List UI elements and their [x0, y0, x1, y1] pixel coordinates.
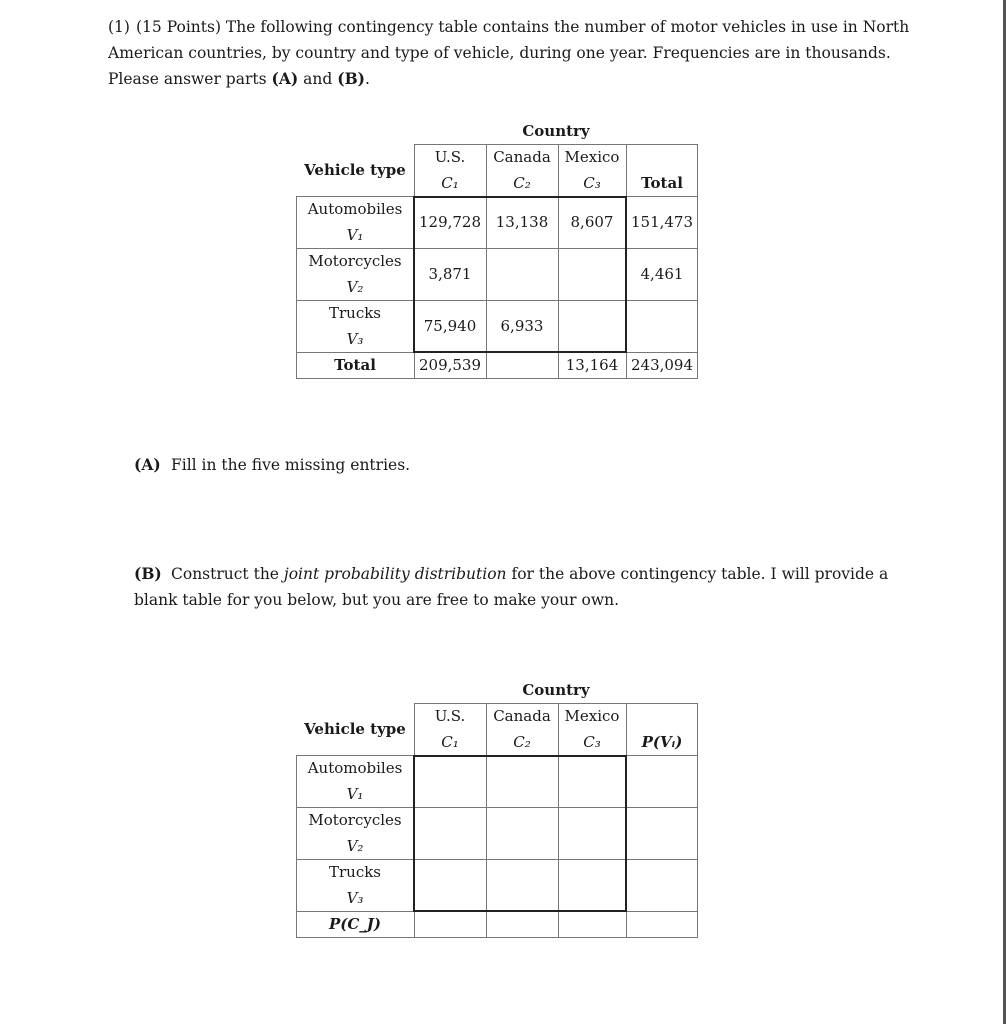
cell-total-total: 243,094	[630, 356, 694, 374]
vehicle-type-header: Vehicle type	[304, 161, 406, 179]
table-rule	[296, 807, 698, 808]
cell-v2-c3	[558, 248, 626, 300]
col-header-total: Total	[641, 174, 683, 192]
col-header-canada	[486, 144, 558, 196]
table-rule	[296, 755, 297, 938]
row-label-automobiles	[296, 196, 414, 248]
row-name: Trucks	[328, 304, 382, 322]
row-symbol: V₃	[346, 330, 364, 348]
table-rule	[296, 196, 297, 379]
problem-end: .	[365, 70, 370, 88]
cell-total-c3: 13,164	[565, 356, 619, 374]
part-a-text: Fill in the five missing entries.	[171, 456, 411, 474]
row-label-motorcycles	[296, 807, 414, 859]
row-label-trucks	[296, 300, 414, 352]
col-symbol: C₃	[583, 733, 601, 751]
table-rule	[414, 703, 698, 704]
table-rule	[296, 937, 698, 938]
table-rule	[296, 300, 698, 301]
row-label-automobiles	[296, 755, 414, 807]
cell-v3-c3	[558, 300, 626, 352]
col-header-canada	[486, 703, 558, 755]
col-name: Canada	[493, 707, 551, 725]
cell-v1-c3: 8,607	[570, 213, 614, 231]
inner-box-rule	[414, 755, 627, 757]
cell-v3-c1: 75,940	[423, 317, 477, 335]
col-symbol: C₃	[583, 174, 601, 192]
col-name: Mexico	[564, 148, 620, 166]
cell-total-c2	[486, 352, 558, 378]
country-header: Country	[522, 681, 590, 699]
inner-box-rule	[414, 910, 627, 912]
table-rule	[296, 378, 698, 379]
table-rule	[296, 248, 698, 249]
col-symbol: C₂	[513, 733, 531, 751]
cell-v2-total: 4,461	[640, 265, 684, 283]
inner-box-rule	[625, 196, 627, 353]
table-rule	[486, 703, 487, 938]
part-b	[134, 561, 924, 613]
cell-v3-total	[626, 300, 698, 352]
col-header-mexico	[558, 703, 626, 755]
cell-v3-c2: 6,933	[500, 317, 544, 335]
cell-v1-c1: 129,728	[418, 213, 482, 231]
table-rule	[558, 144, 559, 379]
part-a-label: (A)	[134, 455, 161, 474]
partA-ref: (A)	[271, 69, 299, 88]
partB-ref: (B)	[337, 69, 366, 88]
row-name: Motorcycles	[308, 811, 402, 829]
row-name: Automobiles	[307, 759, 403, 777]
table-rule	[697, 144, 698, 379]
table-rule	[558, 703, 559, 938]
col-name: U.S.	[434, 148, 466, 166]
row-symbol: V₁	[346, 785, 364, 803]
and-word: and	[303, 70, 333, 88]
col-name: Mexico	[564, 707, 620, 725]
table-rule	[486, 144, 487, 379]
col-header-mexico	[558, 144, 626, 196]
row-name: Trucks	[328, 863, 382, 881]
col-header-pv: P(Vᵢ)	[641, 733, 683, 751]
row-symbol: V₁	[346, 226, 364, 244]
part-b-post: for the above contingency table. I will provide a blank table for you below, but you are free to make your own.	[134, 565, 889, 609]
part-b-label: (B)	[134, 564, 162, 583]
row-symbol: V₂	[346, 837, 364, 855]
row-symbol: V₂	[346, 278, 364, 296]
col-name: U.S.	[434, 707, 466, 725]
col-header-us	[414, 144, 486, 196]
row-label-trucks	[296, 859, 414, 911]
table-rule	[296, 859, 698, 860]
part-b-pre: Construct the	[171, 565, 279, 583]
cell-v2-c2	[486, 248, 558, 300]
cell-total-c1: 209,539	[418, 356, 482, 374]
table-rule	[414, 144, 698, 145]
cell-v1-total: 151,473	[630, 213, 694, 231]
problem-statement	[108, 14, 918, 92]
part-b-emphasis: joint probability distribution	[283, 565, 507, 583]
row-name: Motorcycles	[308, 252, 402, 270]
row-label-total: Total	[334, 356, 376, 374]
row-label-pc: P(C_J)	[328, 915, 381, 933]
part-a	[134, 452, 410, 478]
col-symbol: C₁	[441, 174, 459, 192]
inner-box-rule	[414, 351, 627, 353]
inner-box-rule	[413, 755, 415, 912]
inner-box-rule	[414, 196, 627, 198]
row-label-motorcycles	[296, 248, 414, 300]
vehicle-type-header: Vehicle type	[304, 720, 406, 738]
inner-box-rule	[413, 196, 415, 353]
cell-v2-c1: 3,871	[428, 265, 472, 283]
col-symbol: C₂	[513, 174, 531, 192]
row-symbol: V₃	[346, 889, 364, 907]
col-name: Canada	[493, 148, 551, 166]
inner-box-rule	[625, 755, 627, 912]
country-header: Country	[522, 122, 590, 140]
col-header-us	[414, 703, 486, 755]
col-symbol: C₁	[441, 733, 459, 751]
cell-v1-c2: 13,138	[495, 213, 549, 231]
problem-number: (1)	[108, 18, 130, 36]
table-rule	[697, 703, 698, 938]
problem-intro: (15 Points) The following contingency table contains the number of motor vehicles in use in North American countries, by country and type of vehicle, during one year. Frequencies are in thousands. Please answer parts	[108, 18, 910, 88]
row-name: Automobiles	[307, 200, 403, 218]
